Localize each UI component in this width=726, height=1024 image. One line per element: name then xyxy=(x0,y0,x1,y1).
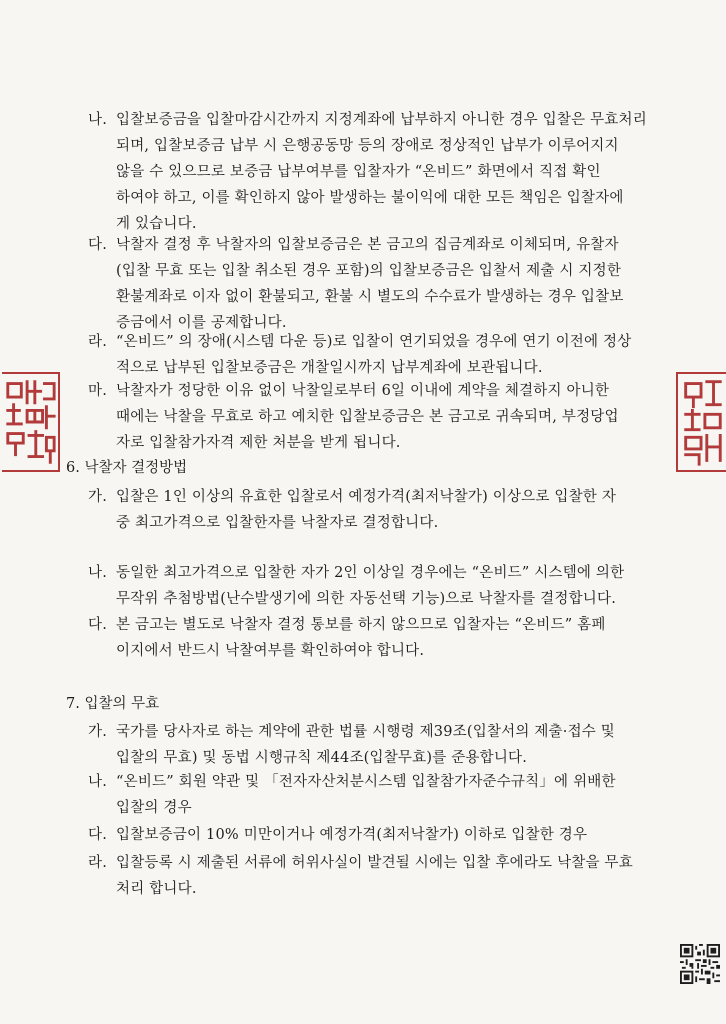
text-line: 처리 합니다. xyxy=(116,881,197,897)
item-marker: 가. xyxy=(88,724,108,740)
text-line: 자로 입찰참가자격 제한 처분을 받게 됩니다. xyxy=(116,435,401,451)
text-line: 환불계좌로 이자 없이 환불되고, 환불 시 별도의 수수료가 발생하는 경우 입찰보 xyxy=(116,289,624,305)
item-marker: 가. xyxy=(88,489,108,505)
item-marker: 나. xyxy=(88,774,108,790)
text-line: (입찰 무효 또는 입찰 취소된 경우 포함)의 입찰보증금은 입찰서 제출 시 지정한 xyxy=(116,263,622,279)
item-marker: 나. xyxy=(88,112,108,128)
text-line: 입찰의 경우 xyxy=(116,800,192,816)
item-marker: 나. xyxy=(88,565,108,581)
item-marker: 다. xyxy=(88,827,108,843)
text-line: 때에는 낙찰을 무효로 하고 예치한 입찰보증금은 본 금고로 귀속되며, 부정당업 xyxy=(116,409,619,425)
text-line: 증금에서 이를 공제합니다. xyxy=(116,315,287,331)
text-line: “온비드” 회원 약관 및 「전자자산처분시스템 입찰참가자준수규칙」에 위배한 xyxy=(116,774,616,790)
text-line: “온비드” 의 장애(시스템 다운 등)로 입찰이 연기되었을 경우에 연기 이전에 정상 xyxy=(116,334,632,350)
text-line: 동일한 최고가격으로 입찰한 자가 2인 이상일 경우에는 “온비드” 시스템에 의한 xyxy=(116,565,625,581)
text-line: 않을 수 있으므로 보증금 납부여부를 입찰자가 “온비드” 화면에서 직접 확인 xyxy=(116,164,601,180)
qr-code-icon xyxy=(680,944,720,984)
section-heading-7: 7. 입찰의 무효 xyxy=(66,696,160,712)
item-marker: 라. xyxy=(88,855,108,871)
item-marker: 다. xyxy=(88,617,108,633)
text-line: 낙찰자가 정당한 이유 없이 낙찰일로부터 6일 이내에 계약을 체결하지 아니한 xyxy=(116,383,610,399)
text-line: 입찰보증금을 입찰마감시간까지 지정계좌에 납부하지 아니한 경우 입찰은 무효처리 xyxy=(116,112,647,128)
text-line: 입찰의 무효) 및 동법 시행규칙 제44조(입찰무효)를 준용합니다. xyxy=(116,750,528,766)
red-seal-stamp-icon xyxy=(2,372,60,472)
item-marker: 다. xyxy=(88,237,108,253)
text-line: 본 금고는 별도로 낙찰자 결정 통보를 하지 않으므로 입찰자는 “온비드” 홈페 xyxy=(116,617,606,633)
text-line: 입찰은 1인 이상의 유효한 입찰로서 예정가격(최저낙찰가) 이상으로 입찰한 자 xyxy=(116,489,617,505)
text-line: 중 최고가격으로 입찰한자를 낙찰자로 결정합니다. xyxy=(116,515,439,531)
text-line: 되며, 입찰보증금 납부 시 은행공동망 등의 장애로 정상적인 납부가 이루어지지 xyxy=(116,138,619,154)
red-seal-stamp-icon xyxy=(676,372,726,472)
text-line: 적으로 납부된 입찰보증금은 개찰일시까지 납부계좌에 보관됩니다. xyxy=(116,360,543,376)
text-line: 국가를 당사자로 하는 계약에 관한 법률 시행령 제39조(입찰서의 제출·접수 및 xyxy=(116,724,616,740)
text-line: 무작위 추첨방법(난수발생기에 의한 자동선택 기능)으로 낙찰자를 결정합니다. xyxy=(116,591,616,607)
text-line: 낙찰자 결정 후 낙찰자의 입찰보증금은 본 금고의 집금계좌로 이체되며, 유찰자 xyxy=(116,237,619,253)
text-line: 이지에서 반드시 낙찰여부를 확인하여야 합니다. xyxy=(116,643,425,659)
section-heading-6: 6. 낙찰자 결정방법 xyxy=(66,460,188,476)
text-line: 게 있습니다. xyxy=(116,216,197,232)
item-marker: 라. xyxy=(88,334,108,350)
item-marker: 마. xyxy=(88,383,108,399)
text-line: 하여야 하고, 이를 확인하지 않아 발생하는 불이익에 대한 모든 책임은 입찰자에 xyxy=(116,190,624,206)
text-line: 입찰보증금이 10% 미만이거나 예정가격(최저낙찰가) 이하로 입찰한 경우 xyxy=(116,827,588,843)
text-line: 입찰등록 시 제출된 서류에 허위사실이 발견될 시에는 입찰 후에라도 낙찰을 무효 xyxy=(116,855,633,871)
